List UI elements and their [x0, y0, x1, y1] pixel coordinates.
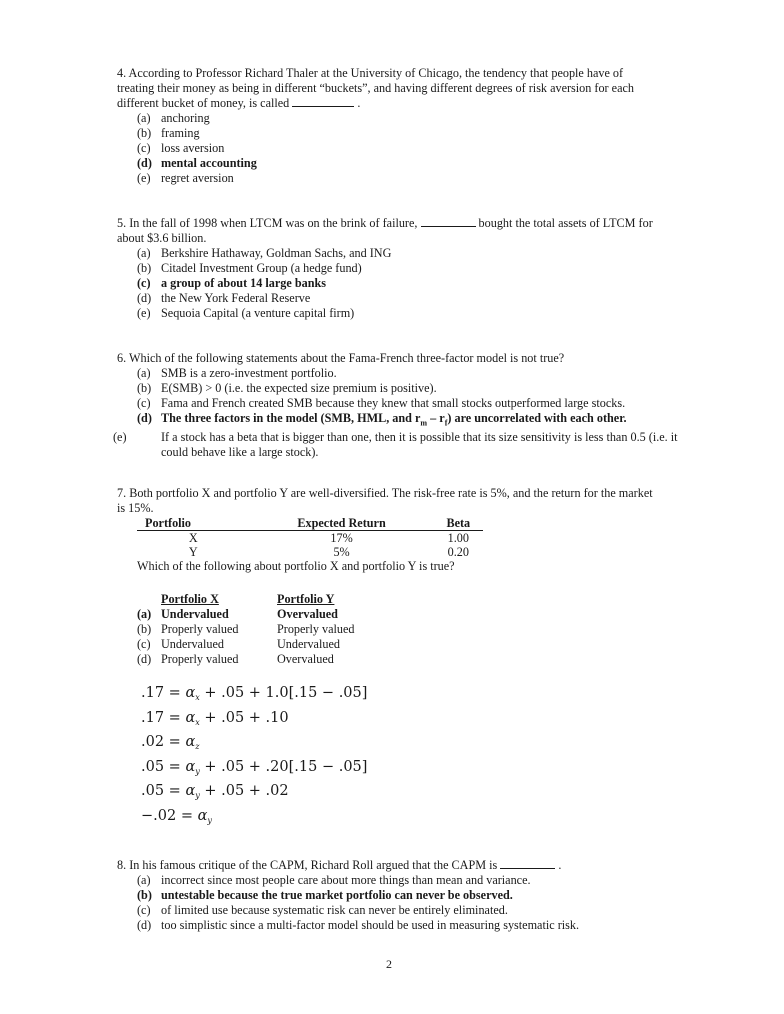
equation-line: $.17 = \alpha_x + .05 + .10$: [141, 709, 289, 727]
question-8-options: [117, 873, 662, 933]
option-a: (a) SMB is a zero-investment portfolio.: [137, 366, 337, 380]
question-6-options: [113, 366, 678, 460]
question-4-stem-text: 4. According to Professor Richard Thaler at the University of Chicago, the tendency that people have of treating their money as being in different “buckets”, and having different degrees of risk aversion for each different bucket of money, is called: [117, 66, 634, 110]
choice-c: (c) Undervalued Undervalued: [137, 637, 340, 651]
answer-blank: [500, 858, 555, 869]
question-5-options: [117, 246, 662, 321]
option-c: (c) of limited use because systematic risk can never be entirely eliminated.: [137, 903, 508, 917]
table-row: X 17% 1.00: [188, 531, 469, 545]
question-4-stem-end: .: [357, 96, 361, 110]
page-number: 2: [386, 957, 392, 971]
equation-line: $.05 = \alpha_y + .05 + .02$: [141, 783, 289, 801]
alpha-calculations: [141, 686, 367, 834]
option-b: (b) Citadel Investment Group (a hedge fund): [137, 261, 362, 275]
option-d-correct: (d) mental accounting: [137, 156, 257, 170]
option-a: (a) Berkshire Hathaway, Goldman Sachs, and ING: [137, 246, 392, 260]
question-8-stem-end: .: [558, 858, 562, 872]
option-c: (c) Fama and French created SMB because they knew that small stocks outperformed large stocks.: [137, 396, 626, 410]
option-e: (e) regret aversion: [137, 171, 234, 185]
choice-d: (d) Properly valued Overvalued: [137, 652, 334, 666]
option-d: (d) too simplistic since a multi-factor model should be used in measuring systematic risk.: [137, 918, 580, 932]
choice-a-correct: (a) Undervalued Overvalued: [137, 607, 338, 621]
question-7-stem: 7. Both portfolio X and portfolio Y are well-diversified. The risk-free rate is 5%, and the return for the market is 15%.: [117, 486, 653, 515]
option-c: (c) loss aversion: [137, 141, 225, 155]
question-7: [117, 486, 662, 574]
col-beta: Beta: [434, 516, 483, 531]
option-a: (a) incorrect since most people care about more things than mean and variance.: [137, 873, 531, 887]
question-8-stem-text: 8. In his famous critique of the CAPM, Richard Roll argued that the CAPM is: [117, 858, 498, 872]
question-8: [117, 858, 662, 933]
option-b: (b) framing: [137, 126, 200, 140]
portfolio-table: [137, 516, 483, 559]
question-5-stem: [117, 216, 662, 246]
question-7-choices: [137, 592, 355, 667]
option-a: (a) anchoring: [137, 111, 210, 125]
option-e: (e) If a stock has a beta that is bigger than one, then it is possible that its size sensitivity is less than 0.5 (i.e. it could behave like a large stock).: [113, 430, 678, 460]
answer-blank: [421, 216, 476, 227]
col-portfolio: Portfolio: [137, 516, 250, 531]
question-6-stem: 6. Which of the following statements about the Fama-French three-factor model is not true?: [117, 351, 565, 365]
equation-line: $.02 = \alpha_z$: [141, 734, 200, 752]
equation-line: $-.02 = \alpha_y$: [141, 807, 212, 825]
question-5-stem-end: bought the total assets of LTCM for about $3.6 billion.: [117, 216, 653, 245]
question-4-options: [117, 111, 662, 186]
option-e: (e) Sequoia Capital (a venture capital firm): [137, 306, 355, 320]
option-d-correct: (d) The three factors in the model (SMB, HML, and $r_m - r_f$) are uncorrelated with each other.: [137, 411, 627, 428]
option-b-correct: (b) untestable because the true market portfolio can never be observed.: [137, 888, 513, 902]
choice-b: (b) Properly valued Properly valued: [137, 622, 355, 636]
col-expected-return: Expected Return: [250, 516, 434, 531]
question-5-stem-text: 5. In the fall of 1998 when LTCM was on the brink of failure,: [117, 216, 418, 230]
question-5: [117, 216, 662, 321]
question-7-prompt: Which of the following about portfolio X and portfolio Y is true?: [137, 559, 455, 573]
table-row: Y 5% 0.20: [188, 545, 469, 559]
option-c-correct: (c) a group of about 14 large banks: [137, 276, 327, 290]
answer-blank: [292, 96, 354, 107]
equation-line: $.05 = \alpha_y + .05 + .20[.15 - .05]$: [141, 758, 368, 776]
question-6: [113, 351, 678, 460]
option-b: (b) E(SMB) > 0 (i.e. the expected size premium is positive).: [137, 381, 437, 395]
question-4-stem: [117, 66, 662, 111]
question-4: [117, 66, 662, 186]
equation-line: $.17 = \alpha_x + .05 + 1.0[.15 - .05]$: [141, 685, 368, 702]
question-8-stem: [117, 858, 662, 873]
choice-headers: Portfolio X Portfolio Y: [161, 592, 335, 606]
option-d: (d) the New York Federal Reserve: [137, 291, 311, 305]
